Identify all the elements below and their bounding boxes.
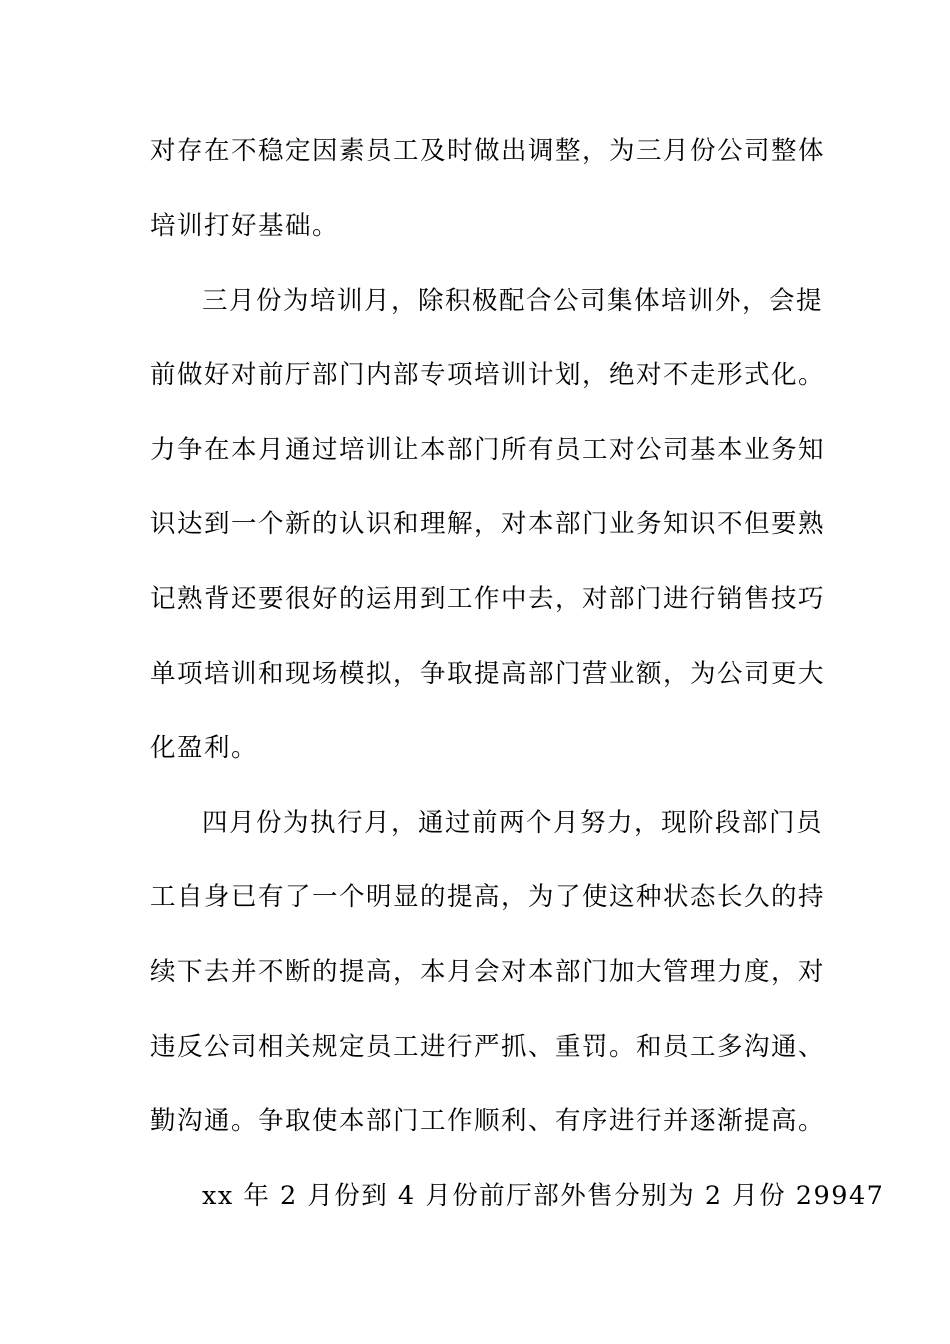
text-line: 培训打好基础。 (150, 211, 340, 241)
text-line: 记熟背还要很好的运用到工作中去，对部门进行销售技巧 (150, 584, 826, 614)
text-line: 识达到一个新的认识和理解，对本部门业务知识不但要熟 (150, 509, 826, 539)
paragraph-start-line: xx 年 2 月份到 4 月份前厅部外售分别为 2 月份 29947 (202, 1181, 885, 1211)
text-line: 力争在本月通过培训让本部门所有员工对公司基本业务知 (150, 435, 826, 465)
paragraph-start-line: 三月份为培训月，除积极配合公司集体培训外，会提 (202, 286, 824, 316)
text-line: 对存在不稳定因素员工及时做出调整，为三月份公司整体 (150, 136, 826, 166)
text-line: 化盈利。 (150, 733, 259, 763)
text-line: 勤沟通。争取使本部门工作顺利、有序进行并逐渐提高。 (150, 1106, 826, 1136)
text-line: 违反公司相关规定员工进行严抓、重罚。和员工多沟通、 (150, 1032, 826, 1062)
paragraph-start-line: 四月份为执行月，通过前两个月努力，现阶段部门员 (202, 808, 824, 838)
text-line: 单项培训和现场模拟，争取提高部门营业额，为公司更大 (150, 659, 826, 689)
text-line: 前做好对前厅部门内部专项培训计划，绝对不走形式化。 (150, 360, 826, 390)
text-line: 续下去并不断的提高，本月会对本部门加大管理力度，对 (150, 957, 826, 987)
text-line: 工自身已有了一个明显的提高，为了使这种状态长久的持 (150, 882, 826, 912)
